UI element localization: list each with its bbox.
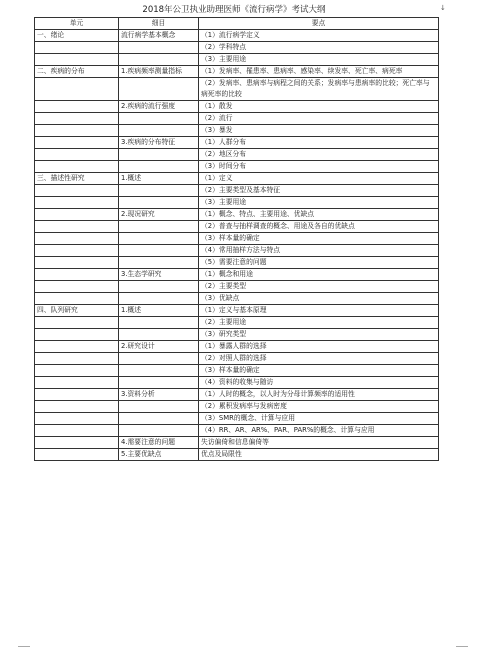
- cell-point: （2）主要用途: [199, 317, 439, 329]
- cell-point: （3）暴发: [199, 125, 439, 137]
- table-row: [35, 353, 439, 365]
- table-row: [35, 317, 439, 329]
- cell-item: 1.概述: [119, 173, 199, 185]
- cell-point: （1）人时的概念，以人时为分母计算频率的适用性: [199, 389, 439, 401]
- cell-unit: 四、队列研究: [35, 305, 119, 317]
- cell-unit: 一、绪论: [35, 30, 119, 42]
- cell-unit: [35, 425, 119, 437]
- cell-point: （1）概念、特点、主要用途、优缺点: [199, 209, 439, 221]
- cell-point: （2）普查与抽样调查的概念、用途及各自的优缺点: [199, 221, 439, 233]
- cell-point: （2）流行: [199, 113, 439, 125]
- cell-unit: [35, 125, 119, 137]
- cell-item: [119, 125, 199, 137]
- table-row: [35, 413, 439, 425]
- table-row: [35, 101, 439, 113]
- table-row: [35, 341, 439, 353]
- cell-item: [119, 281, 199, 293]
- cell-point: （3）样本量的确定: [199, 233, 439, 245]
- cell-point: （2）主要类型: [199, 281, 439, 293]
- cell-item: 3.资料分析: [119, 389, 199, 401]
- table-row: [35, 185, 439, 197]
- table-row: [35, 389, 439, 401]
- cell-item: 2.研究设计: [119, 341, 199, 353]
- table-row: [35, 161, 439, 173]
- table-row: [35, 197, 439, 209]
- table-body: [35, 30, 439, 461]
- table-row: [35, 305, 439, 317]
- cell-item: [119, 329, 199, 341]
- table-row: [35, 425, 439, 437]
- cell-unit: [35, 329, 119, 341]
- cell-item: [119, 293, 199, 305]
- table-row: [35, 449, 439, 461]
- table-row: [35, 377, 439, 389]
- cell-unit: [35, 317, 119, 329]
- cell-point: （2）学科特点: [199, 42, 439, 54]
- cell-point: （1）人群分布: [199, 137, 439, 149]
- cell-item: [119, 401, 199, 413]
- cell-unit: [35, 209, 119, 221]
- table-row: [35, 30, 439, 42]
- header-point: 要点: [199, 18, 439, 30]
- cell-point: （1）流行病学定义: [199, 30, 439, 42]
- cell-unit: 二、疾病的分布: [35, 66, 119, 78]
- table-row: [35, 233, 439, 245]
- table-header-row: [35, 18, 439, 30]
- cell-point: （1）发病率、罹患率、患病率、感染率、续发率、死亡率、病死率: [199, 66, 439, 78]
- table-row: [35, 269, 439, 281]
- cell-point: （3）主要用途: [199, 54, 439, 66]
- cell-item: [119, 353, 199, 365]
- cell-unit: [35, 101, 119, 113]
- cell-point: （2）主要类型及基本特征: [199, 185, 439, 197]
- cell-item: [119, 42, 199, 54]
- document-title: 2018年公卫执业助理医师《流行病学》考试大纲: [142, 5, 326, 15]
- page-corner-mark-right: [456, 646, 468, 647]
- cell-unit: [35, 281, 119, 293]
- cell-item: [119, 161, 199, 173]
- cell-unit: [35, 293, 119, 305]
- cell-unit: [35, 401, 119, 413]
- cell-point: （3）优缺点: [199, 293, 439, 305]
- cell-point: 优点及局限性: [199, 449, 439, 461]
- cell-item: [119, 413, 199, 425]
- cell-point: （3）样本量的确定: [199, 365, 439, 377]
- table-row: [35, 437, 439, 449]
- table-row: [35, 365, 439, 377]
- cell-point: （1）概念和用途: [199, 269, 439, 281]
- table-row: [35, 42, 439, 54]
- header-unit: 单元: [35, 18, 119, 30]
- table-row: [35, 66, 439, 78]
- table-row: [35, 329, 439, 341]
- cell-item: [119, 54, 199, 66]
- cell-unit: [35, 54, 119, 66]
- cell-item: [119, 221, 199, 233]
- cell-unit: [35, 437, 119, 449]
- cell-point: （2）对照人群的选择: [199, 353, 439, 365]
- cell-item: 3.疾病的分布特征: [119, 137, 199, 149]
- cell-point: （3）SMR的概念、计算与应用: [199, 413, 439, 425]
- cell-point: （1）定义: [199, 173, 439, 185]
- cell-point: 失访偏倚和信息偏倚等: [199, 437, 439, 449]
- cell-item: [119, 377, 199, 389]
- cell-point: （2）发病率、患病率与病程之间的关系；发病率与患病率的比较；死亡率与病死率的比较: [199, 78, 439, 101]
- cell-unit: [35, 149, 119, 161]
- cell-unit: [35, 389, 119, 401]
- table-row: [35, 113, 439, 125]
- cell-item: [119, 257, 199, 269]
- cell-point: （4）RR、AR、AR%、PAR、PAR%的概念、计算与应用: [199, 425, 439, 437]
- cell-point: （2）地区分布: [199, 149, 439, 161]
- cell-unit: [35, 245, 119, 257]
- page-corner-mark-left: [18, 646, 30, 647]
- cell-item: [119, 197, 199, 209]
- table-row: [35, 401, 439, 413]
- cell-point: （4）资料的收集与随访: [199, 377, 439, 389]
- cell-item: 3.生态学研究: [119, 269, 199, 281]
- cell-unit: [35, 449, 119, 461]
- table-row: [35, 137, 439, 149]
- cell-item: [119, 149, 199, 161]
- cell-unit: [35, 185, 119, 197]
- cell-item: [119, 78, 199, 101]
- cell-point: （3）研究类型: [199, 329, 439, 341]
- exam-outline-table: [34, 17, 439, 461]
- cell-point: （2）累积发病率与发病密度: [199, 401, 439, 413]
- cell-unit: [35, 269, 119, 281]
- cell-unit: [35, 257, 119, 269]
- cell-item: 1.疾病频率测量指标: [119, 66, 199, 78]
- cell-unit: [35, 341, 119, 353]
- cell-point: （1）暴露人群的选择: [199, 341, 439, 353]
- cell-item: [119, 317, 199, 329]
- table-row: [35, 257, 439, 269]
- cell-item: [119, 425, 199, 437]
- cell-item: 5.主要优缺点: [119, 449, 199, 461]
- paragraph-mark: ↓: [440, 4, 446, 12]
- cell-item: 2.疾病的流行强度: [119, 101, 199, 113]
- cell-point: （5）需要注意的问题: [199, 257, 439, 269]
- cell-item: 4.需要注意的问题: [119, 437, 199, 449]
- cell-item: 流行病学基本概念: [119, 30, 199, 42]
- cell-unit: [35, 161, 119, 173]
- cell-unit: [35, 197, 119, 209]
- cell-unit: [35, 221, 119, 233]
- table-row: [35, 221, 439, 233]
- cell-item: [119, 233, 199, 245]
- cell-item: [119, 365, 199, 377]
- table-row: [35, 281, 439, 293]
- cell-unit: [35, 42, 119, 54]
- cell-unit: [35, 365, 119, 377]
- table-row: [35, 173, 439, 185]
- table-row: [35, 125, 439, 137]
- cell-item: 2.现况研究: [119, 209, 199, 221]
- cell-point: （1）散发: [199, 101, 439, 113]
- cell-unit: [35, 113, 119, 125]
- cell-point: （4）常用抽样方法与特点: [199, 245, 439, 257]
- cell-point: （1）定义与基本原理: [199, 305, 439, 317]
- cell-unit: [35, 377, 119, 389]
- cell-item: [119, 245, 199, 257]
- header-item: 细目: [119, 18, 199, 30]
- table-row: [35, 245, 439, 257]
- cell-item: 1.概述: [119, 305, 199, 317]
- cell-point: （3）时间分布: [199, 161, 439, 173]
- cell-item: [119, 185, 199, 197]
- cell-unit: [35, 137, 119, 149]
- cell-point: （3）主要用途: [199, 197, 439, 209]
- cell-unit: 三、描述性研究: [35, 173, 119, 185]
- table-row: [35, 293, 439, 305]
- cell-unit: [35, 353, 119, 365]
- cell-unit: [35, 413, 119, 425]
- table-row: [35, 209, 439, 221]
- cell-item: [119, 113, 199, 125]
- table-row: [35, 54, 439, 66]
- cell-unit: [35, 78, 119, 101]
- cell-unit: [35, 233, 119, 245]
- table-row: [35, 149, 439, 161]
- table-row: [35, 78, 439, 101]
